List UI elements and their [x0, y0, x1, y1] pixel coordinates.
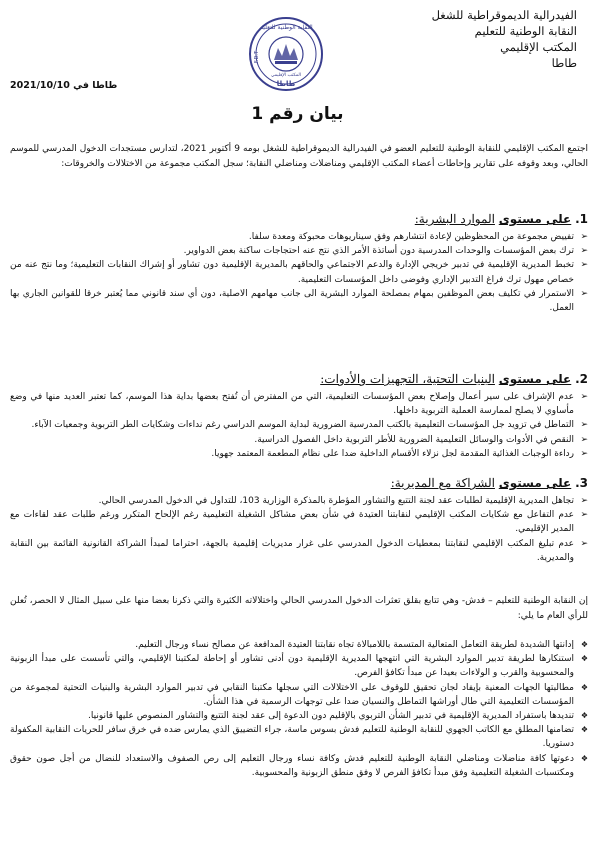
list-item: [10, 681, 588, 709]
seal-text-bottom: طاطا: [276, 80, 296, 88]
list-item-text: تخبط المديرية الإقليمية في تدبير خريجي الإدارة والدعم الاجتماعي والحاقهم بالمديرية الإقليمية دون تشاور أو إشراك النقابات التعليمية؛ وما نتج عنه من خصاص مهول ترك فراغ التدبير الإداري وفوضى داخل المؤسسات التعليمية.: [10, 260, 574, 285]
list-item-text: رداءة الوجبات الغذائية المقدمة لجل نزلاء الأقسام الداخلية ضدا على نظام المطعمة المعتمد جهويا.: [211, 448, 574, 459]
arrow-bullet-icon: ➢: [580, 538, 588, 549]
list-item: [10, 723, 588, 751]
arrow-bullet-icon: ➢: [580, 510, 588, 521]
list-item-text: ترك بعض المؤسسات والوحدات المدرسية دون أساتذة الأمر الذي نتج عنه احتجاجات ساكنة بعض الدواوير.: [183, 246, 574, 257]
section-heading-highlight: على مستوى: [498, 212, 572, 226]
list-item: [10, 447, 588, 461]
declarations: [10, 638, 588, 780]
seal-text-left: F.D.T: [254, 50, 260, 64]
arrow-bullet-icon: ➢: [580, 232, 588, 242]
list-item-text: مطالبتها الجهات المعنية بإيفاد لجان تحقيق للوقوف على الاختلالات التي سجلها مكتبنا النقابي في تدبير الموارد البشرية والبنيات التحتية لمجموعة من المؤسسات التعليمية التي طال أوراشها التماطل والنسيان ضدا على توجهات الرسمية في هذا الشأن.: [10, 682, 574, 707]
list-item: [10, 537, 588, 565]
section-list: [10, 494, 588, 565]
list-item: [10, 652, 588, 680]
section-heading: [10, 474, 588, 492]
list-item: [10, 433, 588, 447]
diamond-bullet-icon: ❖: [580, 753, 588, 763]
list-item: [10, 390, 588, 418]
list-item-text: عدم التفاعل مع شكايات المكتب الإقليمي لنقابتنا العتيدة في شأن بعض مشاكل الشغيلة التعليمية رغم الإلحاح المتكرر ورغم طلبات عقد لقاءات مع المدير الإقليمي.: [10, 510, 574, 535]
list-item: [10, 244, 588, 258]
section-number: 2.: [575, 372, 588, 386]
document-date: طاطا في 2021/10/10: [10, 80, 118, 91]
list-item: [10, 418, 588, 432]
list-item-text: دعوتها كافة مناضلات ومناضلي النقابة الوطنية للتعليم فدش وكافة نساء ورجال التعليم إلى رص الصفوف والاستعداد للنضال من أجل صون حقوق ومكتسبات الشغيلة التعليمية وفق مبدأ تكافؤ الفرص لا وفق منطق الزبونية والمحسوبية.: [10, 753, 574, 778]
diamond-bullet-icon: ❖: [580, 654, 588, 664]
list-item: [10, 230, 588, 244]
section-heading-topic: الموارد البشرية:: [414, 212, 495, 226]
section-heading-highlight: على مستوى: [498, 372, 572, 386]
section-infrastructure: [10, 370, 588, 461]
list-item-text: التماطل في تزويد جل المؤسسات التعليمية بالكتب المدرسية الضرورية لبداية الموسم الدراسي رغم نداءات وشكايات الطر التربوية وجمعيات الآباء.: [31, 420, 574, 431]
arrow-bullet-icon: ➢: [580, 246, 588, 257]
arrow-bullet-icon: ➢: [580, 288, 588, 299]
section-list: [10, 230, 588, 315]
section-heading-highlight: على مستوى: [498, 476, 572, 490]
section-partnership: [10, 474, 588, 565]
organization-seal: [248, 16, 324, 92]
letterhead: [427, 7, 577, 71]
seal-text-top: النقابة الوطنية للتعليم: [259, 24, 313, 31]
list-item: [10, 287, 588, 315]
seal-text-inner: المكتب الإقليمي: [270, 73, 302, 78]
section-heading-topic: الشراكة مع المديرية:: [390, 476, 495, 490]
list-item: [10, 508, 588, 536]
list-item-text: عدم تبليغ المكتب الإقليمي لنقابتنا بمعطيات الدخول المدرسي على غرار مديريات إقليمية بالجهة، احتراما لمبدأ الشراكة القانونية القائمة بين النقابة والمديرية.: [10, 538, 574, 563]
arrow-bullet-icon: ➢: [580, 434, 588, 445]
list-item-text: تفييض مجموعة من المحظوظين لإعادة انتشارهم وفق سيناريوهات محبوكة ومعدة سلفا.: [248, 232, 574, 242]
section-number: 3.: [575, 476, 588, 490]
section-heading: [10, 370, 588, 388]
letterhead-line: المكتب الإقليمي: [500, 40, 577, 54]
letterhead-line: النقابة الوطنية للتعليم: [474, 24, 577, 38]
arrow-bullet-icon: ➢: [580, 392, 588, 402]
diamond-bullet-icon: ❖: [580, 640, 588, 649]
arrow-bullet-icon: ➢: [580, 496, 588, 506]
letterhead-line: طاطا: [551, 56, 577, 70]
section-human-resources: [10, 210, 588, 315]
intro-paragraph: اجتمع المكتب الإقليمي للنقابة الوطنية للتعليم العضو في الفيدرالية الديموقراطية للشغل بومه 9 أكتوبر 2021، لتدارس مستجدات الدخول المدرسي للموسم الحالي، وبعد وقوفه على تقارير وإحاطات أعضاء المكتب الإقليمي ومناضلات ومناضلي النقابة؛ سجل المكتب مجموعة من الاختلالات والخروقات:: [10, 144, 589, 169]
section-number: 1.: [575, 212, 588, 226]
section-heading-topic: البنيات التحتية، التجهيزات والأدوات:: [320, 372, 495, 386]
list-item: [10, 258, 588, 286]
list-item: [10, 752, 588, 780]
arrow-bullet-icon: ➢: [580, 420, 588, 431]
list-item-text: عدم الإشراف على سير أعمال وإصلاح بعض المؤسسات التعليمية، التي من المفترض أن تُفتح بعضها بداية هذا الموسم، كما تعتبر العديد منها في وضع مأساوي لا يصلح لممارسة العملية التربوية داخلها.: [10, 392, 574, 417]
diamond-bullet-icon: ❖: [580, 711, 588, 721]
arrow-bullet-icon: ➢: [580, 260, 588, 271]
diamond-bullet-icon: ❖: [580, 682, 588, 692]
letterhead-line: الفيدرالية الديموقراطية للشغل: [431, 8, 577, 22]
list-item-text: الاستمرار في تكليف بعض الموظفين بمهام بمصلحة الموارد البشرية الى جانب مهامهم الاصلية، دون أي سند قانوني مما يُعتبر خرقا للقوانين الجاري بها العمل.: [10, 288, 574, 314]
list-item-text: استنكارها لطريقة تدبير الموارد البشرية التي انتهجها المديرية الإقليمية دون أدنى تشاور أو إحاطة لمكتبنا الإقليمي، والتي تأسست على مبدأ الزبونية والمحسوبية والقرب و الولاءات بعيدا عن مبدأ تكافؤ الفرص.: [10, 654, 574, 679]
list-item: [10, 638, 588, 652]
list-item-text: إدانتها الشديدة لطريقة التعامل المتعالية المتسمة باللامبالاة تجاه نقابتنا العتيدة المدافعة عن مصالح نساء ورجال التعليم.: [135, 640, 574, 650]
seal-icon: [248, 16, 324, 92]
closing-paragraph: إن النقابة الوطنية للتعليم – فدش- وهي تتابع بقلق تعثرات الدخول المدرسي الحالي واختلالاته الكثيرة والتي ذكرنا بعضا منها على سبيل المثال لا الحصر، تُعلن للرأي العام ما يلي:: [10, 596, 588, 621]
list-item: [10, 709, 588, 723]
list-item-text: النقص في الأدوات والوسائل التعليمية الضرورية للأطر التربوية داخل الفصول الدراسية.: [254, 434, 574, 445]
section-list: [10, 390, 588, 461]
list-item-text: تنديدها باستفراد المديرية الإقليمية في تدبير الشأن التربوي بالإقليم دون الدعوة إلى عقد لجنة التتبع والتشاور المنصوص عليها قانونيا.: [88, 711, 574, 722]
list-item: [10, 494, 588, 508]
section-heading: [10, 210, 588, 228]
arrow-bullet-icon: ➢: [580, 448, 588, 459]
document-title: بيان رقم 1: [251, 104, 344, 124]
diamond-bullet-icon: ❖: [580, 725, 588, 735]
list-item-text: تضامنها المطلق مع الكاتب الجهوي للنقابة الوطنية للتعليم فدش بسوس ماسة، جراء التضييق الذي يمارس ضده في خرق سافر للحريات النقابية المكفولة دستوريا.: [10, 725, 574, 750]
list-item-text: تجاهل المديرية الإقليمية لطلبات عقد لجنة التتبع والتشاور المؤطرة بالمذكرة الوزارية 103، للتداول في الدخول المدرسي الحالي.: [98, 496, 574, 506]
declarations-list: [10, 638, 588, 780]
